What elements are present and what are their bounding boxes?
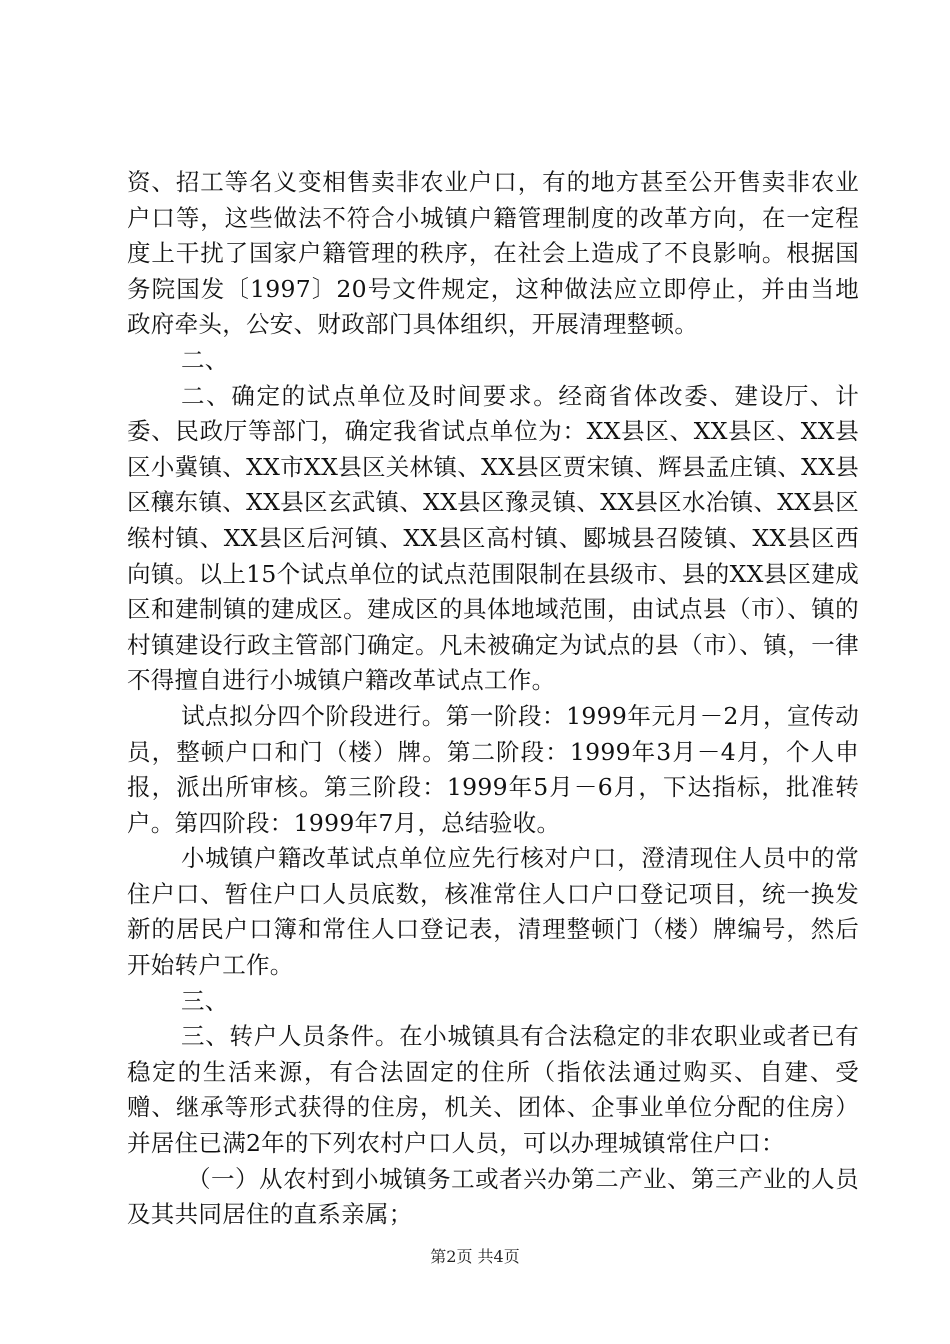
paragraph-continuation: 资、招工等名义变相售卖非农业户口，有的地方甚至公开售卖非农业户口等，这些做法不符合小城镇户籍管理制度的改革方向，在一定程度上干扰了国家户籍管理的秩序，在社会上造成了不良影响。根据国务院国发〔1997〕20号文件规定，这种做法应立即停止，并由当地政府牵头，公安、财政部门具体组织，开展清理整顿。 xyxy=(127,168,859,339)
document-body xyxy=(127,165,859,1233)
paragraph-transfer-conditions: 三、转户人员条件。在小城镇具有合法稳定的非农职业或者已有稳定的生活来源，有合法固定的住所（指依法通过购买、自建、受赠、继承等形式获得的住房，机关、团体、企事业单位分配的住房）并居住已满2年的下列农村户口人员，可以办理城镇常住户口： xyxy=(127,1022,859,1158)
paragraph-pilot-units: 二、确定的试点单位及时间要求。经商省体改委、建设厅、计委、民政厅等部门，确定我省试点单位为：XX县区、XX县区、XX县区小冀镇、XX市XX县区关林镇、XX县区贾宋镇、辉县孟庄镇、XX县区穰东镇、XX县区玄武镇、XX县区豫灵镇、XX县区水冶镇、XX县区缑村镇、XX县区后河镇、XX县区高村镇、郾城县召陵镇、XX县区西向镇。以上15个试点单位的试点范围限制在县级市、县的XX县区建成区和建制镇的建成区。建成区的具体地域范围，由试点县（市）、镇的村镇建设行政主管部门确定。凡未被确定为试点的县（市）、镇，一律不得擅自进行小城镇户籍改革试点工作。 xyxy=(127,381,859,695)
paragraph-condition-item-one: （一）从农村到小城镇务工或者兴办第二产业、第三产业的人员及其共同居住的直系亲属； xyxy=(127,1164,859,1229)
page-footer: 第2页 共4页 xyxy=(430,1247,520,1266)
section-heading-two: 二、 xyxy=(181,345,229,374)
paragraph-pilot-stages: 试点拟分四个阶段进行。第一阶段：1999年元月－2月，宣传动员，整顿户口和门（楼）牌。第二阶段：1999年3月－4月，个人申报，派出所审核。第三阶段：1999年5月－6月，下达指标，批准转户。第四阶段：1999年7月，总结验收。 xyxy=(127,701,859,837)
section-heading-three: 三、 xyxy=(181,986,229,1015)
paragraph-household-check: 小城镇户籍改革试点单位应先行核对户口，澄清现住人员中的常住户口、暂住户口人员底数，核准常住人口户口登记项目，统一换发新的居民户口簿和常住人口登记表，清理整顿门（楼）牌编号，然后开始转户工作。 xyxy=(127,844,859,980)
